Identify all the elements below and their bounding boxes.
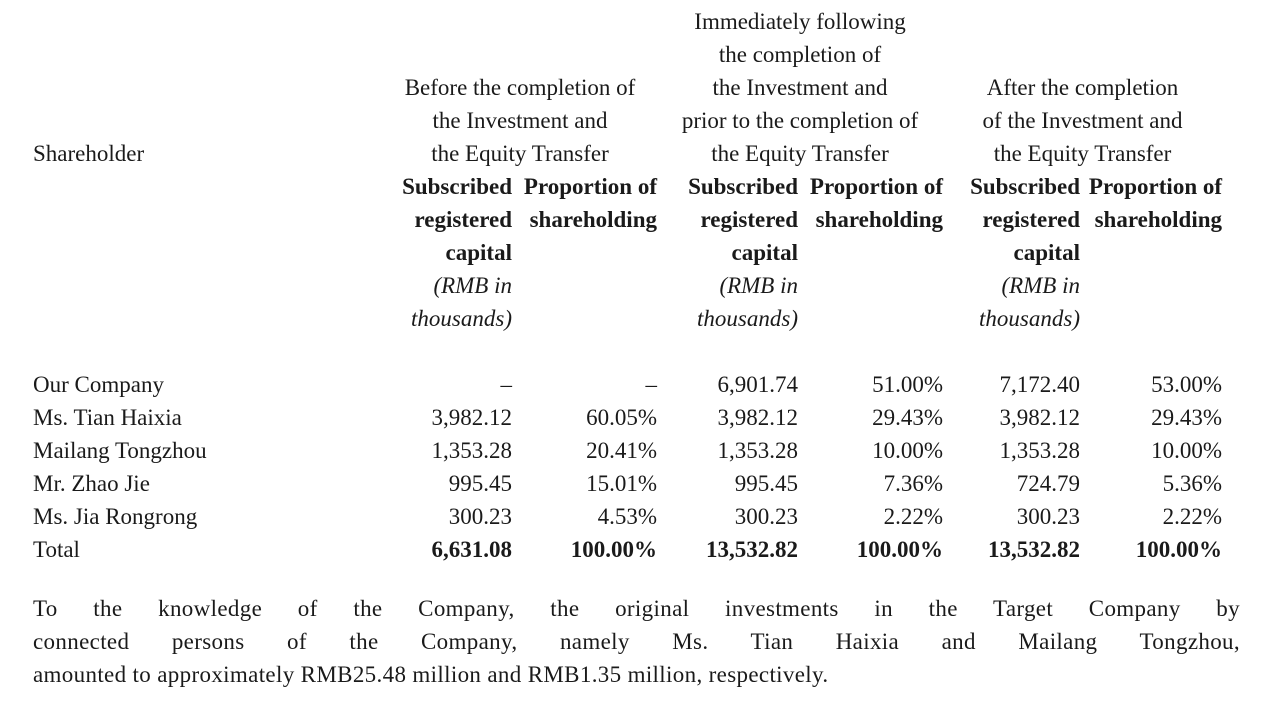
subheader-unit-line: thousands): [697, 306, 798, 331]
subheader-line: Subscribed: [402, 174, 512, 199]
subheader-unit-line: (RMB in: [1001, 273, 1080, 298]
table-cell: 29.43%: [1151, 405, 1223, 430]
shareholder-name: Mr. Zhao Jie: [33, 471, 150, 496]
table-cell: 53.00%: [1151, 372, 1223, 397]
subheader-proportion-before: [512, 170, 657, 335]
table-cell: 3,982.12: [431, 405, 512, 430]
note-line: connected persons of the Company, namely Ms. Tian Haixia and Mailang Tongzhou,: [33, 629, 1240, 654]
shareholder-name: Ms. Tian Haixia: [33, 405, 182, 430]
table-cell: –: [500, 372, 512, 397]
table-cell: 10.00%: [1151, 438, 1223, 463]
total-label: Total: [33, 537, 80, 562]
table-cell: 4.53%: [597, 504, 657, 529]
subheader-line: shareholding: [1094, 207, 1223, 232]
total-row: [33, 533, 1222, 566]
group-header-before: [383, 5, 657, 170]
table-cell: 300.23: [1016, 504, 1080, 529]
subheader-line: capital: [731, 240, 798, 265]
subheader-unit-line: (RMB in: [433, 273, 512, 298]
table-cell: 5.36%: [1162, 471, 1223, 496]
shareholder-name: Our Company: [33, 372, 164, 397]
table-cell: 20.41%: [586, 438, 657, 463]
group-header-row: [33, 5, 1222, 170]
note-line: amounted to approximately RMB25.48 million and RMB1.35 million, respectively.: [33, 662, 829, 687]
group-header-line: the Equity Transfer: [431, 141, 609, 166]
spacer-cell: [33, 335, 1222, 368]
table-cell: 100.00%: [1135, 537, 1223, 562]
subheader-proportion-following: [798, 170, 943, 335]
sub-header-row: [33, 170, 1222, 335]
subheader-unit-line: thousands): [979, 306, 1080, 331]
table-cell: 300.23: [448, 504, 512, 529]
subheader-line: Subscribed: [688, 174, 798, 199]
table-cell: 2.22%: [1162, 504, 1223, 529]
subheader-line: registered: [700, 207, 798, 232]
subheader-proportion-after: [1080, 170, 1222, 335]
subheader-line: Proportion of: [1088, 174, 1223, 199]
table-cell: 1,353.28: [431, 438, 512, 463]
shareholder-name: Ms. Jia Rongrong: [33, 504, 198, 529]
table-cell: 1,353.28: [999, 438, 1080, 463]
table-cell: 300.23: [734, 504, 798, 529]
subheader-capital-following: [657, 170, 798, 335]
table-header: [33, 5, 1222, 335]
subheader-line: shareholding: [529, 207, 657, 232]
group-header-line: Before the completion of: [404, 75, 636, 100]
subheader-line: Subscribed: [970, 174, 1080, 199]
table-cell: –: [645, 372, 657, 397]
group-header-line: the Investment and: [432, 108, 608, 133]
table-cell: 3,982.12: [999, 405, 1080, 430]
subheader-line: Proportion of: [523, 174, 657, 199]
table-cell: 6,631.08: [431, 537, 512, 562]
table-cell: 13,532.82: [988, 537, 1080, 562]
subheader-line: shareholding: [815, 207, 943, 232]
subheader-unit-line: (RMB in: [719, 273, 798, 298]
table-cell: 100.00%: [856, 537, 943, 562]
table-cell: 13,532.82: [706, 537, 798, 562]
table-cell: 995.45: [448, 471, 512, 496]
note-paragraph: [33, 592, 1240, 691]
group-header-line: of the Investment and: [982, 108, 1183, 133]
table-row: [33, 500, 1222, 533]
table-row: [33, 434, 1222, 467]
table-cell: 2.22%: [883, 504, 943, 529]
table-row: [33, 467, 1222, 500]
group-header-line: the completion of: [718, 42, 882, 67]
subheader-unit-line: thousands): [411, 306, 512, 331]
group-header-line: After the completion: [986, 75, 1179, 100]
table-cell: 10.00%: [872, 438, 943, 463]
group-header-immediately-following: [657, 5, 943, 170]
table-cell: 15.01%: [586, 471, 657, 496]
table-cell: 100.00%: [570, 537, 657, 562]
table-body: [33, 335, 1222, 566]
subheader-capital-after: [943, 170, 1080, 335]
shareholder-column-header: Shareholder: [33, 141, 145, 166]
subheader-capital-before: [383, 170, 512, 335]
subheader-line: registered: [414, 207, 512, 232]
table-row: [33, 368, 1222, 401]
group-header-line: Immediately following: [694, 9, 906, 34]
table-cell: 6,901.74: [717, 372, 798, 397]
shareholding-table: [33, 5, 1222, 566]
group-header-line: the Equity Transfer: [711, 141, 889, 166]
table-row: [33, 401, 1222, 434]
shareholder-name: Mailang Tongzhou: [33, 438, 207, 463]
group-header-line: prior to the completion of: [681, 108, 919, 133]
subheader-line: Proportion of: [809, 174, 943, 199]
table-cell: 995.45: [734, 471, 798, 496]
table-cell: 7.36%: [883, 471, 943, 496]
subheader-line: registered: [982, 207, 1080, 232]
spacer-row: [33, 335, 1222, 368]
group-header-line: the Investment and: [712, 75, 888, 100]
table-cell: 7,172.40: [999, 372, 1080, 397]
table-cell: 51.00%: [872, 372, 943, 397]
table-cell: 1,353.28: [717, 438, 798, 463]
group-header-line: the Equity Transfer: [993, 141, 1172, 166]
subheader-line: capital: [1013, 240, 1080, 265]
table-cell: 724.79: [1016, 471, 1080, 496]
subheader-line: capital: [445, 240, 512, 265]
table-cell: 3,982.12: [717, 405, 798, 430]
empty-cell: [33, 170, 383, 335]
table-cell: 29.43%: [872, 405, 943, 430]
table-cell: 60.05%: [586, 405, 657, 430]
note-line: To the knowledge of the Company, the original investments in the Target Company by: [33, 596, 1240, 621]
group-header-after: [943, 5, 1222, 170]
document-page: [0, 5, 1272, 707]
